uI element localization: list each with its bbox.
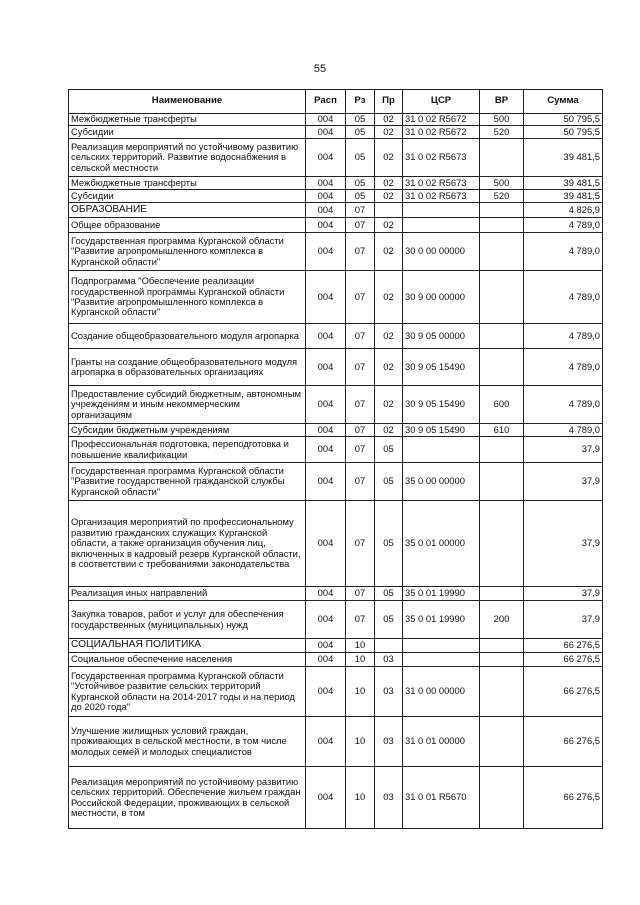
row-csr — [403, 218, 480, 233]
table-row — [69, 717, 603, 767]
row-rasp: 004 — [306, 271, 346, 324]
row-name: Государственная программа Курганской области "Развитие агропромышленного комплекса в Курганской области" — [69, 233, 306, 271]
row-sum: 66 276,5 — [524, 639, 603, 653]
row-name: Реализация мероприятий по устойчивому развитию сельских территорий. Развитие водоснабжения в сельской местности — [69, 139, 306, 177]
row-csr: 31 0 02 R5673 — [403, 139, 480, 177]
table-row — [69, 126, 603, 139]
row-vr — [480, 437, 524, 463]
row-pr: 05 — [375, 463, 403, 501]
row-name: СОЦИАЛЬНАЯ ПОЛИТИКА — [69, 639, 306, 653]
row-csr: 31 0 02 R5673 — [403, 190, 480, 203]
row-rz: 07 — [346, 386, 375, 424]
row-rasp: 004 — [306, 587, 346, 601]
row-pr: 02 — [375, 114, 403, 126]
row-rz: 07 — [346, 271, 375, 324]
row-rasp: 004 — [306, 767, 346, 829]
row-csr — [403, 653, 480, 667]
table-row — [69, 324, 603, 349]
row-pr — [375, 203, 403, 218]
row-csr: 30 9 00 00000 — [403, 271, 480, 324]
row-sum: 37,9 — [524, 601, 603, 639]
row-vr — [480, 271, 524, 324]
row-pr: 02 — [375, 126, 403, 139]
row-pr: 03 — [375, 667, 403, 717]
row-vr — [480, 767, 524, 829]
row-vr: 500 — [480, 177, 524, 190]
row-rz: 07 — [346, 349, 375, 386]
table-row — [69, 437, 603, 463]
row-csr: 30 9 05 15490 — [403, 424, 480, 437]
row-csr: 31 0 02 R5672 — [403, 126, 480, 139]
row-pr: 03 — [375, 653, 403, 667]
row-rz: 07 — [346, 233, 375, 271]
row-rasp: 004 — [306, 601, 346, 639]
row-vr — [480, 501, 524, 587]
row-rz: 07 — [346, 324, 375, 349]
row-csr — [403, 639, 480, 653]
row-rasp: 004 — [306, 233, 346, 271]
row-sum: 37,9 — [524, 437, 603, 463]
row-vr — [480, 139, 524, 177]
row-csr: 31 0 01 00000 — [403, 717, 480, 767]
row-name: Общее образование — [69, 218, 306, 233]
row-pr: 05 — [375, 601, 403, 639]
row-pr: 03 — [375, 767, 403, 829]
row-name: Реализация мероприятий по устойчивому развитию сельских территорий. Обеспечение жильем граждан Российской Федерации, проживающих в сельской местности, в том — [69, 767, 306, 829]
table-row — [69, 386, 603, 424]
row-rasp: 004 — [306, 349, 346, 386]
row-rasp: 004 — [306, 177, 346, 190]
row-sum: 50 795,5 — [524, 114, 603, 126]
row-csr: 35 0 01 19990 — [403, 587, 480, 601]
row-pr: 05 — [375, 501, 403, 587]
table-row — [69, 424, 603, 437]
row-rasp: 004 — [306, 126, 346, 139]
table-row — [69, 667, 603, 717]
row-csr: 30 9 05 00000 — [403, 324, 480, 349]
row-rasp: 004 — [306, 114, 346, 126]
row-name: Субсидии бюджетным учреждениям — [69, 424, 306, 437]
row-sum: 39 481,5 — [524, 177, 603, 190]
row-sum: 50 795,5 — [524, 126, 603, 139]
row-sum: 39 481,5 — [524, 190, 603, 203]
row-rz: 05 — [346, 114, 375, 126]
row-name: Профессиональная подготовка, переподготовка и повышение квалификации — [69, 437, 306, 463]
row-vr: 610 — [480, 424, 524, 437]
row-rz: 07 — [346, 601, 375, 639]
row-rasp: 004 — [306, 424, 346, 437]
row-vr — [480, 218, 524, 233]
row-pr: 05 — [375, 587, 403, 601]
row-csr — [403, 437, 480, 463]
table-row — [69, 767, 603, 829]
row-sum: 4 789,0 — [524, 349, 603, 386]
row-sum: 66 276,5 — [524, 767, 603, 829]
table-row — [69, 601, 603, 639]
row-csr: 31 0 02 R5673 — [403, 177, 480, 190]
row-rasp: 004 — [306, 717, 346, 767]
table-row — [69, 587, 603, 601]
row-sum: 66 276,5 — [524, 717, 603, 767]
row-vr — [480, 717, 524, 767]
row-name: ОБРАЗОВАНИЕ — [69, 203, 306, 218]
row-pr: 02 — [375, 424, 403, 437]
row-sum: 66 276,5 — [524, 653, 603, 667]
table-row — [69, 177, 603, 190]
row-vr: 500 — [480, 114, 524, 126]
row-rasp: 004 — [306, 463, 346, 501]
row-vr — [480, 463, 524, 501]
row-rasp: 004 — [306, 139, 346, 177]
row-pr: 02 — [375, 271, 403, 324]
table-row — [69, 203, 603, 218]
row-pr: 02 — [375, 177, 403, 190]
table-row — [69, 218, 603, 233]
row-rz: 05 — [346, 177, 375, 190]
row-vr — [480, 587, 524, 601]
row-vr — [480, 667, 524, 717]
row-name: Подпрограмма "Обеспечение реализации государственной программы Курганской области "Развитие агропромышленного комплекса в Курганской области" — [69, 271, 306, 324]
row-pr: 02 — [375, 386, 403, 424]
row-pr: 03 — [375, 717, 403, 767]
row-sum: 4 789,0 — [524, 324, 603, 349]
row-csr: 31 0 00 00000 — [403, 667, 480, 717]
row-rasp: 004 — [306, 653, 346, 667]
row-rz: 10 — [346, 667, 375, 717]
row-csr: 35 0 01 19990 — [403, 601, 480, 639]
row-vr — [480, 203, 524, 218]
row-vr — [480, 233, 524, 271]
row-pr: 02 — [375, 324, 403, 349]
row-pr: 02 — [375, 218, 403, 233]
table-row — [69, 190, 603, 203]
row-pr: 02 — [375, 349, 403, 386]
row-rz: 07 — [346, 203, 375, 218]
row-rasp: 004 — [306, 386, 346, 424]
row-name: Межбюджетные трансферты — [69, 114, 306, 126]
row-pr: 02 — [375, 139, 403, 177]
row-csr: 30 9 05 15490 — [403, 386, 480, 424]
row-rasp: 004 — [306, 203, 346, 218]
row-vr — [480, 324, 524, 349]
row-vr: 520 — [480, 190, 524, 203]
row-csr: 30 9 05 15490 — [403, 349, 480, 386]
row-csr: 35 0 01 00000 — [403, 501, 480, 587]
row-rz: 05 — [346, 139, 375, 177]
header-vr: ВР — [480, 90, 524, 114]
row-rasp: 004 — [306, 437, 346, 463]
row-rasp: 004 — [306, 190, 346, 203]
row-pr: 02 — [375, 190, 403, 203]
row-vr — [480, 639, 524, 653]
row-rasp: 004 — [306, 667, 346, 717]
row-name: Государственная программа Курганской области "Развитие государственной гражданской службы Курганской области" — [69, 463, 306, 501]
table-row — [69, 639, 603, 653]
row-vr: 520 — [480, 126, 524, 139]
row-name: Субсидии — [69, 126, 306, 139]
table-row — [69, 114, 603, 126]
table-row — [69, 463, 603, 501]
row-name: Создание общеобразовательного модуля агропарка — [69, 324, 306, 349]
table-row — [69, 139, 603, 177]
row-pr — [375, 639, 403, 653]
row-pr: 05 — [375, 437, 403, 463]
row-name: Гранты на создание общеобразовательного модуля агропарка в образовательных организациях — [69, 349, 306, 386]
row-name: Предоставление субсидий бюджетным, автономным учреждениям и иным некоммерческим организациям — [69, 386, 306, 424]
row-name: Улучшение жилищных условий граждан, проживающих в сельской местности, в том числе молодых семей и молодых специалистов — [69, 717, 306, 767]
row-rz: 10 — [346, 653, 375, 667]
header-pr: Пр — [375, 90, 403, 114]
row-csr: 30 0 00 00000 — [403, 233, 480, 271]
row-vr: 600 — [480, 386, 524, 424]
row-sum: 4 789,0 — [524, 218, 603, 233]
budget-table — [68, 89, 603, 829]
header-rasp: Расп — [306, 90, 346, 114]
row-name: Субсидии — [69, 190, 306, 203]
page-number: 55 — [313, 63, 327, 75]
header-rz: Рз — [346, 90, 375, 114]
row-sum: 37,9 — [524, 501, 603, 587]
row-csr — [403, 203, 480, 218]
row-rz: 10 — [346, 639, 375, 653]
row-name: Государственная программа Курганской области "Устойчивое развитие сельских территорий Курганской области на 2014-2017 годы и на период до 2020 года" — [69, 667, 306, 717]
table-row — [69, 233, 603, 271]
table-row — [69, 501, 603, 587]
row-sum: 66 276,5 — [524, 667, 603, 717]
row-rasp: 004 — [306, 639, 346, 653]
row-name: Организация мероприятий по профессиональному развитию гражданских служащих Курганской области, а также организация обучения лиц, включенных в кадровый резерв Курганской области, в соответствии с требованиями законодательства — [69, 501, 306, 587]
row-name: Закупка товаров, работ и услуг для обеспечения государственных (муниципальных) нужд — [69, 601, 306, 639]
row-rasp: 004 — [306, 324, 346, 349]
row-csr: 31 0 01 R5670 — [403, 767, 480, 829]
row-csr: 31 0 02 R5672 — [403, 114, 480, 126]
row-sum: 4 789,0 — [524, 424, 603, 437]
table-row — [69, 349, 603, 386]
row-pr: 02 — [375, 233, 403, 271]
row-csr: 35 0 00 00000 — [403, 463, 480, 501]
row-name: Социальное обеспечение населения — [69, 653, 306, 667]
header-sum: Сумма — [524, 90, 603, 114]
row-rasp: 004 — [306, 501, 346, 587]
row-sum: 37,9 — [524, 463, 603, 501]
row-rasp: 004 — [306, 218, 346, 233]
row-rz: 07 — [346, 587, 375, 601]
row-vr — [480, 349, 524, 386]
header-csr: ЦСР — [403, 90, 480, 114]
header-name: Наименование — [69, 90, 306, 114]
row-rz: 07 — [346, 218, 375, 233]
table-row — [69, 653, 603, 667]
row-sum: 39 481,5 — [524, 139, 603, 177]
row-rz: 07 — [346, 463, 375, 501]
row-sum: 4 789,0 — [524, 271, 603, 324]
row-rz: 05 — [346, 190, 375, 203]
row-rz: 07 — [346, 437, 375, 463]
row-name: Межбюджетные трансферты — [69, 177, 306, 190]
row-rz: 07 — [346, 424, 375, 437]
row-rz: 05 — [346, 126, 375, 139]
row-sum: 37,9 — [524, 587, 603, 601]
row-sum: 4 789,0 — [524, 386, 603, 424]
row-vr — [480, 653, 524, 667]
row-sum: 4 789,0 — [524, 233, 603, 271]
row-vr: 200 — [480, 601, 524, 639]
row-rz: 10 — [346, 717, 375, 767]
row-rz: 10 — [346, 767, 375, 829]
row-rz: 07 — [346, 501, 375, 587]
table-header-row — [69, 90, 603, 114]
row-sum: 4 826,9 — [524, 203, 603, 218]
table-row — [69, 271, 603, 324]
row-name: Реализация иных направлений — [69, 587, 306, 601]
